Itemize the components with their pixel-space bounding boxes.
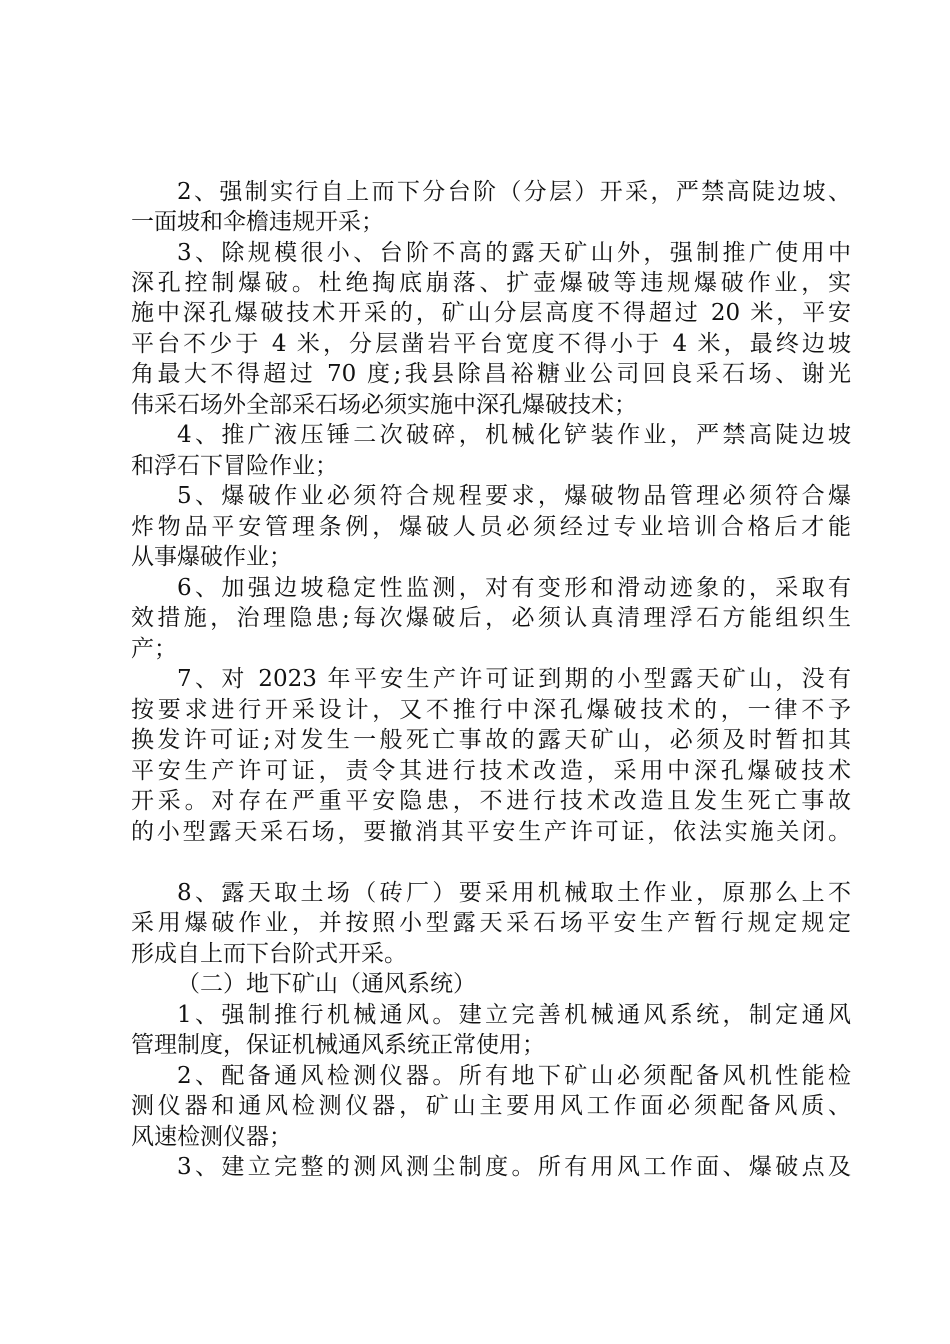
paragraph-1-line-2: 一面坡和伞檐违规开采； — [131, 209, 384, 235]
paragraph-3-line-2: 和浮石下冒险作业； — [131, 453, 338, 479]
paragraph-6-line-6: 的小型露天采石场，要撤消其平安生产许可证，依法实施关闭。 — [131, 819, 851, 845]
paragraph-6-line-3: 换发许可证;对发生一般死亡事故的露天矿山，必须及时暂扣其 — [131, 727, 851, 753]
paragraph-6-line-4: 平安生产许可证，责令其进行技术改造，采用中深孔爆破技术 — [131, 758, 851, 784]
paragraph-2-line-6: 伟采石场外全部采石场必须实施中深孔爆破技术； — [131, 392, 637, 418]
paragraph-1-line-1: 2、强制实行自上而下分台阶（分层）开采，严禁高陡边坡、 — [177, 179, 851, 205]
paragraph-2-line-1: 3、除规模很小、台阶不高的露天矿山外，强制推广使用中 — [177, 240, 851, 266]
paragraph-4-line-2: 炸物品平安管理条例，爆破人员必须经过专业培训合格后才能 — [131, 514, 851, 540]
paragraph-4-line-3: 从事爆破作业； — [131, 544, 292, 570]
paragraph-10-line-1: 3、建立完整的测风测尘制度。所有用风工作面、爆破点及 — [177, 1154, 851, 1180]
paragraph-7-line-2: 采用爆破作业，并按照小型露天采石场平安生产暂行规定规定 — [131, 910, 851, 936]
paragraph-2-line-4: 平台不少于 4 米，分层凿岩平台宽度不得小于 4 米，最终边坡 — [131, 331, 851, 357]
paragraph-8-line-1: 1、强制推行机械通风。建立完善机械通风系统，制定通风 — [177, 1002, 851, 1028]
paragraph-9-line-1: 2、配备通风检测仪器。所有地下矿山必须配备风机性能检 — [177, 1063, 851, 1089]
paragraph-3-line-1: 4、推广液压锤二次破碎，机械化铲装作业，严禁高陡边坡 — [177, 422, 851, 448]
paragraph-5-line-2: 效措施，治理隐患;每次爆破后，必须认真清理浮石方能组织生 — [131, 605, 851, 631]
paragraph-6-line-2: 按要求进行开采设计，又不推行中深孔爆破技术的，一律不予 — [131, 697, 851, 723]
paragraph-5-line-1: 6、加强边坡稳定性监测，对有变形和滑动迹象的，采取有 — [177, 575, 851, 601]
paragraph-5-line-3: 产； — [131, 636, 177, 662]
paragraph-6-line-5: 开采。对存在严重平安隐患，不进行技术改造且发生死亡事故 — [131, 788, 851, 814]
paragraph-2-line-2: 深孔控制爆破。杜绝掏底崩落、扩壶爆破等违规爆破作业，实 — [131, 270, 851, 296]
paragraph-4-line-1: 5、爆破作业必须符合规程要求，爆破物品管理必须符合爆 — [177, 483, 851, 509]
paragraph-7-line-3: 形成自上而下台阶式开采。 — [131, 941, 407, 967]
paragraph-6-line-1: 7、对 2023 年平安生产许可证到期的小型露天矿山，没有 — [177, 666, 851, 692]
paragraph-7-line-1: 8、露天取土场（砖厂）要采用机械取土作业，原那么上不 — [177, 880, 851, 906]
paragraph-2-line-5: 角最大不得超过 70 度;我县除昌裕糖业公司回良采石场、谢光 — [131, 361, 851, 387]
paragraph-9-line-2: 测仪器和通风检测仪器，矿山主要用风工作面必须配备风质、 — [131, 1093, 851, 1119]
section-heading-underground-mine: （二）地下矿山（通风系统） — [177, 971, 476, 997]
paragraph-8-line-2: 管理制度，保证机械通风系统正常使用； — [131, 1032, 545, 1058]
paragraph-2-line-3: 施中深孔爆破技术开采的，矿山分层高度不得超过 20 米，平安 — [131, 300, 851, 326]
paragraph-9-line-3: 风速检测仪器； — [131, 1124, 292, 1150]
